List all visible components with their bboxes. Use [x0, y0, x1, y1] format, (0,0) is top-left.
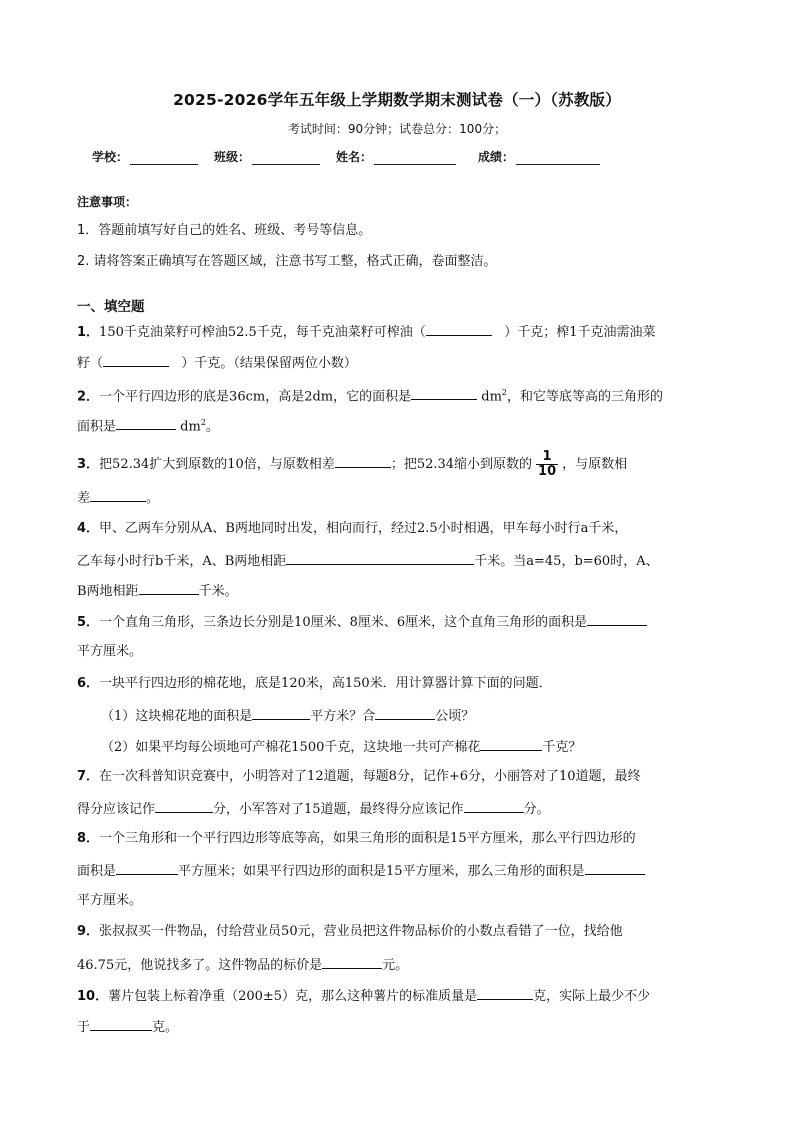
- unit-text: dm: [180, 419, 201, 435]
- question-text: 平方厘米。: [77, 644, 143, 659]
- class-input-line[interactable]: [252, 152, 320, 165]
- question-text: 甲、乙两车分别从A、B两地同时出发，相向而行，经过2.5小时相遇，甲车每小时行a千米，: [99, 521, 628, 536]
- notice-item-1: 1．答题前填写好自己的姓名、班级、考号等信息。: [77, 223, 372, 238]
- question-text: 克，实际上最少不少: [533, 989, 651, 1004]
- question-6-sub-1: [77, 706, 746, 726]
- answer-blank[interactable]: [585, 861, 645, 875]
- question-number: 3．: [77, 457, 100, 472]
- notice-heading: 注意事项：: [77, 195, 138, 209]
- question-text: ）千克；榨1千克油需油菜: [504, 325, 656, 340]
- question-text: 公顷？: [435, 709, 475, 724]
- question-8-line-2: [77, 861, 722, 881]
- question-8-line-1: [77, 830, 722, 848]
- question-text: ；把52.34缩小到原数的: [390, 457, 533, 472]
- answer-blank[interactable]: [480, 737, 542, 751]
- question-number: 2．: [77, 389, 100, 405]
- question-text: 分。: [523, 802, 550, 817]
- fraction-numerator: 1: [542, 449, 552, 464]
- question-text: 张叔叔买一件物品，付给营业员50元，营业员把这件物品标价的小数点看错了一位，找给他: [99, 924, 623, 939]
- question-6-sub-2: [77, 737, 746, 757]
- question-2-line-2: [77, 414, 722, 436]
- question-9-line-2: [77, 955, 722, 975]
- question-3-line-2: [77, 488, 722, 508]
- score-input-line[interactable]: [516, 152, 600, 165]
- question-text: 一个三角形和一个平行四边形等底等高，如果三角形的面积是15平方厘米，那么平行四边形的: [99, 831, 636, 846]
- question-1-line-1: [77, 322, 722, 342]
- school-field: [92, 148, 198, 165]
- answer-blank[interactable]: [587, 612, 647, 626]
- question-number: 1．: [77, 325, 100, 340]
- question-text: 平方厘米；如果平行四边形的面积是15平方厘米，那么三角形的面积是: [178, 864, 585, 879]
- answer-blank[interactable]: [252, 706, 310, 720]
- answer-blank[interactable]: [477, 986, 533, 1000]
- name-input-line[interactable]: [374, 152, 456, 165]
- question-text: 千克？: [542, 740, 582, 755]
- question-text: 克。: [152, 1020, 179, 1035]
- answer-blank[interactable]: [90, 1017, 152, 1031]
- question-text: 在一次科普知识竞赛中，小明答对了12道题，每题8分，记作+6分，小丽答对了10道题，最终: [99, 769, 641, 784]
- question-text: 一块平行四边形的棉花地，底是120米，高150米．用计算器计算下面的问题．: [99, 676, 552, 691]
- question-text: 元。: [382, 958, 409, 973]
- answer-blank[interactable]: [116, 416, 176, 430]
- notice-item-2: 2. 请将答案正确填写在答题区域，注意书写工整，格式正确，卷面整洁。: [77, 254, 497, 269]
- class-label: 班级：: [214, 150, 251, 164]
- question-text: 平方厘米。: [77, 893, 143, 908]
- answer-blank[interactable]: [139, 581, 199, 595]
- class-field: [214, 148, 320, 165]
- fraction-one-tenth: [536, 450, 558, 479]
- question-number: 5．: [77, 615, 100, 630]
- question-3-line-1: [77, 450, 722, 479]
- question-text: 把52.34扩大到原数的10倍，与原数相差: [99, 457, 335, 472]
- answer-blank[interactable]: [464, 799, 524, 813]
- question-text: 150千克油菜籽可榨油52.5千克，每千克油菜籽可榨油（: [99, 325, 426, 340]
- question-text: 差: [77, 491, 91, 506]
- exam-title: 2025-2026学年五年级上学期数学期末测试卷（一）（苏教版）: [173, 91, 621, 109]
- question-text: 乙车每小时行b千米，A、B两地相距: [77, 554, 287, 569]
- question-text: ，和它等底等高的三角形的: [507, 389, 664, 405]
- question-text: ，与原数相: [562, 457, 628, 472]
- question-text: 分，小军答对了15道题，最终得分应该记作: [213, 802, 464, 817]
- fraction-denominator: 10: [538, 464, 557, 479]
- question-text: 薯片包装上标着净重（200±5）克，那么这种薯片的标准质量是: [108, 989, 478, 1004]
- question-7-line-2: [77, 799, 722, 819]
- question-text: 千米。: [198, 584, 238, 599]
- question-4-line-2: [77, 551, 722, 571]
- question-number: 10．: [77, 989, 109, 1004]
- question-number: 6．: [77, 676, 100, 691]
- question-text: 面积是: [77, 864, 117, 879]
- question-text: 一个直角三角形，三条边长分别是10厘米、8厘米、6厘米，这个直角三角形的面积是: [99, 615, 588, 630]
- question-text: ）千克。（结果保留两位小数）: [181, 356, 357, 371]
- question-5-line-2: [77, 643, 722, 661]
- exam-subtitle: 考试时间：90分钟；试卷总分：100分；: [287, 122, 507, 136]
- question-9-line-1: [77, 923, 722, 941]
- answer-blank[interactable]: [426, 322, 492, 336]
- answer-blank[interactable]: [116, 861, 178, 875]
- question-7-line-1: [77, 768, 722, 786]
- question-text: 千米。当a=45，b=60时，A、: [474, 554, 659, 569]
- answer-blank[interactable]: [90, 488, 146, 502]
- answer-blank[interactable]: [322, 955, 382, 969]
- question-4-line-1: [77, 520, 722, 538]
- question-number: 8．: [77, 831, 100, 846]
- question-number: 4．: [77, 521, 100, 536]
- section-title: 一、填空题: [77, 299, 145, 315]
- score-label: 成绩：: [478, 150, 515, 164]
- question-text: （1）这块棉花地的面积是: [101, 709, 253, 724]
- question-6-line-1: [77, 675, 722, 693]
- question-text: 于: [77, 1020, 91, 1035]
- score-field: [478, 148, 600, 165]
- school-label: 学校：: [92, 150, 129, 164]
- name-field: [336, 148, 456, 165]
- question-text: 平方米？合: [310, 709, 376, 724]
- unit-exponent: 2: [501, 388, 508, 397]
- question-text: 。: [205, 419, 219, 435]
- question-10-line-1: [77, 986, 722, 1006]
- question-text: 。: [146, 491, 160, 506]
- answer-blank[interactable]: [335, 454, 391, 468]
- question-text: 一个平行四边形的底是36cm，高是2dm，它的面积是: [99, 389, 412, 405]
- question-2-line-1: [77, 384, 722, 406]
- question-number: 9．: [77, 924, 100, 939]
- question-text: 面积是: [77, 419, 117, 435]
- question-text: （2）如果平均每公顷地可产棉花1500千克，这块地一共可产棉花: [101, 740, 481, 755]
- question-number: 7．: [77, 769, 100, 784]
- question-text: B两地相距: [77, 584, 139, 599]
- question-text: 籽（: [77, 356, 104, 371]
- question-4-line-3: [77, 581, 722, 601]
- student-info-row: [92, 148, 614, 165]
- answer-blank[interactable]: [103, 353, 169, 367]
- question-10-line-2: [77, 1017, 722, 1037]
- question-8-line-3: [77, 892, 722, 910]
- answer-blank[interactable]: [411, 386, 477, 400]
- answer-blank[interactable]: [375, 706, 435, 720]
- unit-exponent: 2: [200, 418, 206, 427]
- question-text: 46.75元，他说找多了。这件物品的标价是: [77, 958, 323, 973]
- question-1-line-2: [77, 353, 722, 373]
- question-text: 得分应该记作: [77, 802, 156, 817]
- question-5-line-1: [77, 612, 722, 632]
- unit-text: dm: [481, 389, 502, 405]
- name-label: 姓名：: [336, 150, 373, 164]
- answer-blank[interactable]: [155, 799, 213, 813]
- school-input-line[interactable]: [130, 152, 198, 165]
- answer-blank[interactable]: [286, 551, 474, 565]
